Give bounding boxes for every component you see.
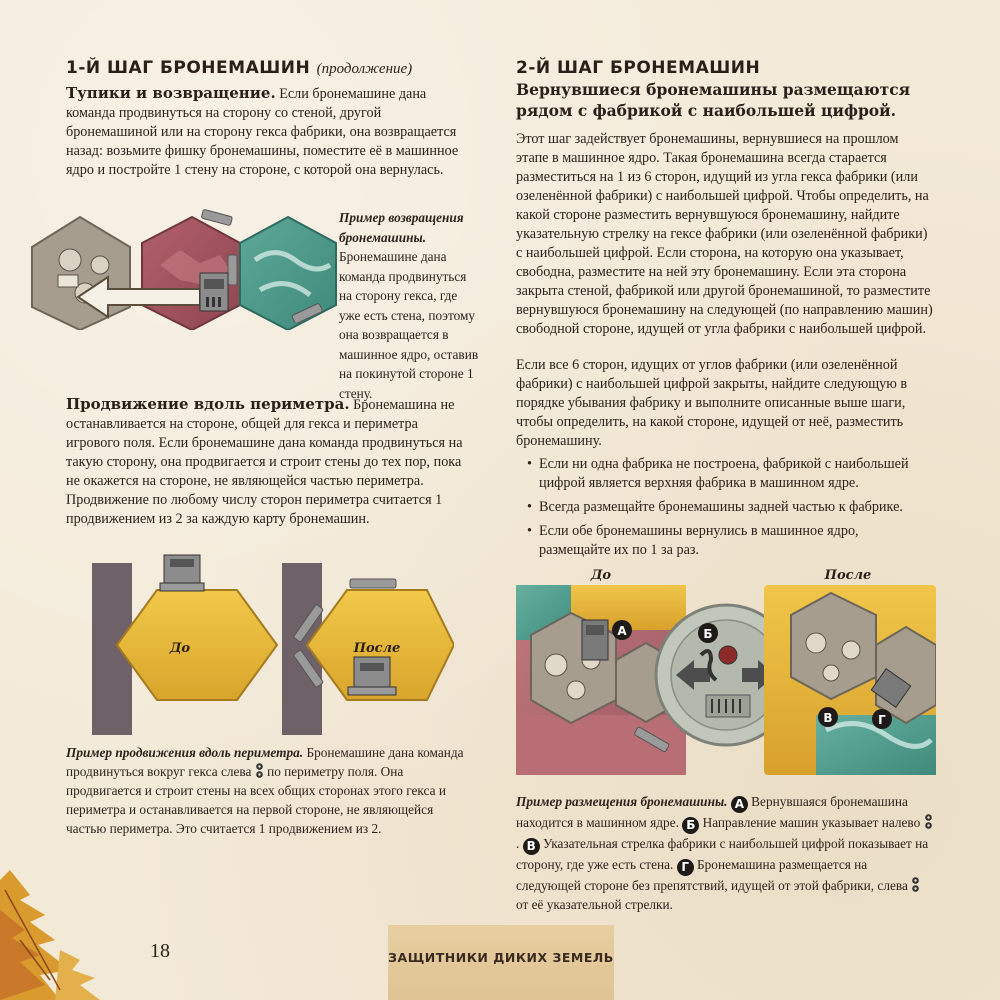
marker-b: [698, 623, 718, 643]
war-machine-icon: [160, 555, 204, 591]
placement-ex-d: Бронемашина размещается на следующей стороне без препятствий, идущей от этой фабрики, слева: [516, 857, 908, 893]
placement-ex-b: Направление машин указывает налево: [702, 815, 921, 830]
left-title: 1-Й ШАГ БРОНЕМАШИН: [66, 58, 311, 78]
marker-v: [818, 707, 838, 727]
right-section-title: [516, 58, 936, 78]
return-example-title: Пример возвращения бронемашины.: [339, 210, 464, 245]
perimeter-example-title: Пример продвижения вдоль периметра.: [66, 745, 304, 760]
footer-book-title: ЗАЩИТНИКИ ДИКИХ ЗЕМЕЛЬ: [388, 950, 614, 965]
wall-piece: [350, 579, 396, 588]
dead-ends-paragraph: [66, 84, 468, 180]
teal-terrain-hex: [240, 217, 336, 330]
right-para-2: Если все 6 сторон, идущих от углов фабрики (или озеленённой фабрики) с наибольшей цифрой закрыты, найдите следующую в порядке убывания фабрику и выполните описанные выше шаги, чтобы определить, на какой стороне, идущей от неё, разместить бронемашину.: [516, 357, 908, 449]
war-machine-icon: [200, 273, 228, 311]
inline-marker-v: В: [523, 838, 540, 855]
left-section-title: [66, 58, 446, 78]
after-panel: [764, 585, 936, 775]
placement-ex-a: Вернувшаяся бронемашина находится в машинном ядре.: [516, 794, 908, 830]
perimeter-heading: Продвижение вдоль периметра.: [66, 395, 350, 413]
wall-piece: [201, 209, 232, 225]
war-machine-icon: [582, 620, 608, 660]
page-number: 18: [150, 940, 170, 962]
dead-ends-heading: Тупики и возвращение.: [66, 84, 276, 102]
right-title: 2-Й ШАГ БРОНЕМАШИН: [516, 58, 761, 78]
return-example-figure: [30, 205, 340, 330]
placement-example-caption: Пример размещения бронемашины. А Вернувшаяся бронемашина находится в машинном ядре. Б Направление машин указывает налево . В Указательная стрелка фабрики с наибольшей цифрой показывает на сторону, где уже есть стена. Г Бронемашина размещается на следующей стороне без препятствий, идущей от этой фабрики, слева от её указательной стрелки.: [516, 792, 934, 914]
perimeter-example-caption: [66, 743, 470, 838]
fig-after-label: После: [353, 641, 401, 656]
autumn-leaves-decoration: [0, 860, 110, 1000]
right-para-1: Этот шаг задействует бронемашины, вернувшиеся на прошлом этапе в машинное ядро. Такая бронемашина всегда старается разместиться на 1 из 6 сторон, идущий из угла гекса фабрики (или озеленённой фабрики) с наибольшей цифрой. Чтобы определить, на какой стороне разместить вернувшуюся бронемашину, найдите указательную стрелку на гексе фабрики (или озеленённой фабрики) с наибольшей цифрой. Если сторона, на которую она указывает, свободна, разместите на ней эту бронемашину. Если эта сторона закрыта стеной, фабрикой или другой бронемашиной, то разместите вернувшуюся бронемашину на следующей (по направлению машин) свободной стороне, идущей от угла фабрики с наибольшей цифрой.: [516, 131, 933, 337]
placement-ex-c: Указательная стрелка фабрики с наибольшей цифрой показывает на сторону, где уже есть стена.: [516, 836, 929, 872]
bullet-item: • Всегда размещайте бронемашины задней частью к фабрике.: [527, 498, 933, 517]
return-example-text: Бронемашине дана команда продвинуться на сторону гекса, где уже есть стена, поэтому она возвращается в машинное ядро, оставив на покинутой стороне 1 стену.: [339, 249, 479, 401]
war-machine-icon: [348, 657, 396, 695]
fig-before-label: До: [169, 641, 191, 656]
inline-marker-b: Б: [682, 817, 699, 834]
inline-marker-a: А: [731, 796, 748, 813]
footer-book-title-tab: [388, 925, 614, 1000]
perimeter-example-text-a: Бронемашине дана команда продвинуться вокруг гекса слева: [66, 745, 464, 779]
placement-example-figure: [516, 565, 936, 777]
perimeter-paragraph: [66, 395, 470, 529]
right-subtitle: Вернувшиеся бронемашины размещаются рядом с фабрикой с наибольшей цифрой.: [516, 80, 911, 120]
perimeter-example-text-b: по периметру поля. Она продвигается и строит стены на всех общих сторонах этого гекса и периметра и останавливается на первой стороне, не являющейся частью периметра. Это считается 1 продвижением из 2.: [66, 764, 446, 836]
dead-ends-text: Если бронемашине дана команда продвинуться на сторону со стеной, другой бронемашиной или на сторону гекса фабрики, она возвращается назад: возьмите фишку бронемашины, поместите её в машинное ядро и постройте 1 стену на стороне, с которой она вернулась.: [66, 86, 459, 178]
left-title-continued: (продолжение): [316, 61, 413, 77]
return-example-caption: [339, 208, 479, 403]
machine-direction-icon: [911, 876, 920, 893]
placement-example-title: Пример размещения бронемашины.: [516, 794, 728, 809]
bullet-item: • Если обе бронемашины вернулись в машинное ядро, размещайте их по 1 за раз.: [527, 522, 933, 560]
machine-direction-icon: [924, 813, 933, 830]
marker-a: [612, 620, 632, 640]
marker-g: [872, 709, 892, 729]
bullet-item: • Если ни одна фабрика не построена, фабрикой с наибольшей цифрой является верхняя фабрика в машинном ядре.: [527, 455, 933, 493]
placement-ex-d2: от её указательной стрелки.: [516, 897, 673, 912]
factory-hex: [32, 217, 130, 330]
rules-bullet-list: [527, 455, 933, 565]
fig3-after-label: После: [824, 568, 872, 583]
svg-text:Г: Г: [878, 713, 886, 727]
perimeter-example-figure: [92, 545, 454, 735]
inline-marker-g: Г: [677, 859, 694, 876]
svg-text:А: А: [617, 624, 627, 638]
wall-piece: [228, 255, 237, 285]
fig3-before-label: До: [590, 568, 612, 583]
svg-text:В: В: [823, 711, 833, 725]
plains-hex-before: [117, 590, 277, 700]
svg-text:Б: Б: [703, 627, 713, 641]
perimeter-text: Бронемашина не останавливается на стороне, общей для гекса и периметра игрового поля. Если бронемашине дана команда продвинуться на такую сторону, она продвигается и строит стены до тех пор, пока не окажется на стороне, не являющейся частью периметра. Продвижение по любому числу сторон периметра считается 1 продвижением из 2 за каждую карту бронемашин.: [66, 397, 463, 527]
machine-direction-icon: [255, 762, 264, 779]
